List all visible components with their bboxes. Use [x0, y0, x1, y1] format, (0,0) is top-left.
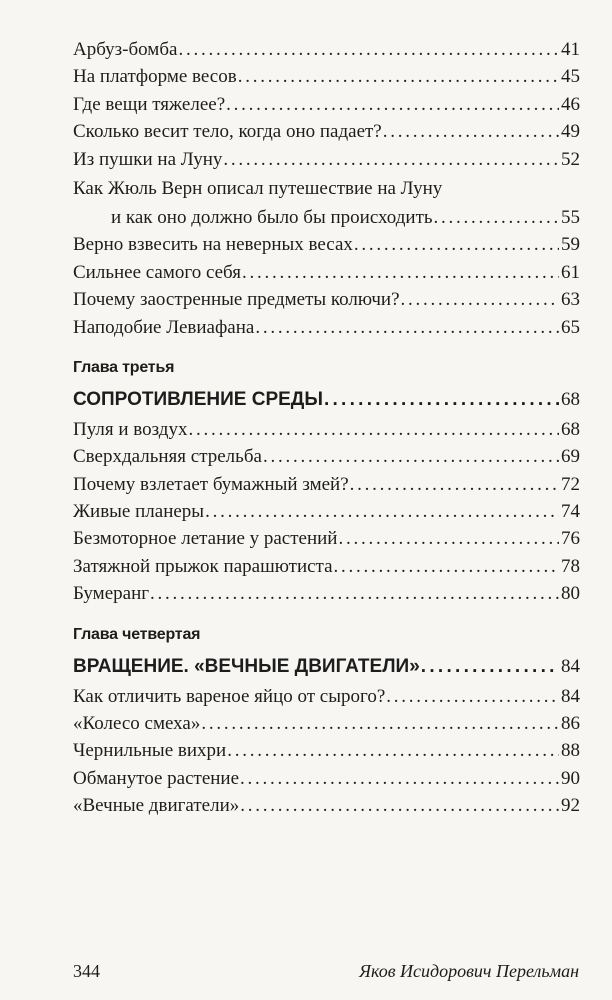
toc-entry-page: 65 — [561, 316, 580, 338]
toc-entry — [73, 737, 580, 764]
toc-entry — [73, 471, 580, 498]
toc-entry-page: 55 — [561, 206, 580, 228]
toc-entry-title: «Вечные двигатели» — [73, 795, 240, 817]
dot-leader — [240, 765, 559, 792]
toc-entry-title: Бумеранг — [73, 583, 150, 605]
toc-entry-title: Где вещи тяжелее? — [73, 93, 226, 115]
section-heading — [73, 650, 580, 683]
toc-entry — [73, 63, 580, 90]
toc-entry-page: 49 — [561, 121, 580, 143]
toc-entry-title: Наподобие Левиафана — [73, 316, 255, 338]
toc-entry-title: Из пушки на Луну — [73, 148, 223, 170]
toc-entry — [73, 553, 580, 580]
toc-entry — [73, 498, 580, 525]
dot-leader — [334, 553, 559, 580]
dot-leader — [263, 443, 559, 470]
toc-entry — [73, 286, 580, 313]
toc-entry-page: 69 — [561, 446, 580, 468]
toc-entry — [73, 525, 580, 552]
section-heading — [73, 383, 580, 416]
toc-entry-title: Сколько весит тело, когда оно падает? — [73, 121, 382, 143]
toc-entry — [73, 231, 580, 258]
toc-entry-page: 72 — [561, 473, 580, 495]
toc-entry-first-line — [73, 173, 580, 204]
toc-entry-page: 80 — [561, 583, 580, 605]
toc-entry-page: 45 — [561, 66, 580, 88]
running-author: Яков Исидорович Перельман — [359, 961, 579, 981]
chapter-label: Глава третья — [73, 358, 175, 376]
toc-entry-title: Живые планеры — [73, 501, 205, 523]
toc-entry — [73, 204, 580, 231]
toc-entry-title: Затяжной прыжок парашютиста — [73, 555, 333, 577]
dot-leader — [205, 498, 559, 525]
toc-entry-page: 90 — [561, 767, 580, 789]
dot-leader — [226, 91, 559, 118]
toc-entry-page: 84 — [561, 685, 580, 707]
chapter-label: Глава четвертая — [73, 625, 201, 643]
section-title: ВРАЩЕНИЕ. «ВЕЧНЫЕ ДВИГАТЕЛИ» — [73, 655, 420, 677]
toc-entry-title: Как отличить вареное яйцо от сырого? — [73, 685, 386, 707]
toc-entry-page: 88 — [561, 740, 580, 762]
toc-entry — [73, 580, 580, 607]
page-footer — [73, 961, 579, 982]
dot-leader — [150, 580, 559, 607]
section-page: 84 — [561, 655, 580, 677]
dot-leader — [354, 231, 559, 258]
section-page: 68 — [561, 388, 580, 410]
toc-entry — [73, 710, 580, 737]
dot-leader — [201, 710, 559, 737]
section-title: СОПРОТИВЛЕНИЕ СРЕДЫ — [73, 388, 323, 410]
dot-leader — [383, 118, 559, 145]
toc-entry-title: Чернильные вихри — [73, 740, 227, 762]
dot-leader — [386, 683, 559, 710]
toc-entry — [73, 792, 580, 819]
toc-entry — [73, 683, 580, 710]
toc-entry-page: 41 — [561, 39, 580, 60]
toc-entry-page: 86 — [561, 713, 580, 735]
toc-entry-title: Почему взлетает бумажный змей? — [73, 473, 349, 495]
toc-entry — [73, 314, 580, 341]
toc-entry — [73, 91, 580, 118]
toc-entry-title: Безмоторное летание у растений — [73, 528, 338, 550]
toc-entry-title: Арбуз-бомба — [73, 39, 178, 60]
toc-entry — [73, 765, 580, 792]
toc-entry-title: Пуля и воздух — [73, 418, 188, 440]
toc-entry — [73, 259, 580, 286]
toc-entry — [73, 118, 580, 145]
toc-entry-title: Как Жюль Верн описал путешествие на Луну — [73, 177, 443, 199]
dot-leader — [350, 471, 559, 498]
toc-entry-page: 59 — [561, 234, 580, 256]
toc-entry-title: Почему заостренные предметы колючи? — [73, 289, 400, 311]
dot-leader — [434, 204, 559, 231]
dot-leader — [324, 383, 559, 416]
dot-leader — [188, 416, 559, 443]
dot-leader — [401, 286, 559, 313]
toc-entry-page: 92 — [561, 795, 580, 817]
toc-entry-page: 74 — [561, 501, 580, 523]
toc-entry — [73, 416, 580, 443]
dot-leader — [242, 259, 559, 286]
dot-leader — [178, 36, 559, 63]
toc-entry-page: 78 — [561, 555, 580, 577]
toc-entry-page: 76 — [561, 528, 580, 550]
toc-entry-title: Сильнее самого себя — [73, 261, 241, 283]
toc-entry-title: Сверхдальняя стрельба — [73, 446, 262, 468]
dot-leader — [223, 146, 559, 173]
page-number: 344 — [73, 961, 100, 981]
dot-leader — [240, 792, 559, 819]
toc-entry-page: 52 — [561, 148, 580, 170]
dot-leader — [338, 525, 559, 552]
toc-entry-title: Верно взвесить на неверных весах — [73, 234, 353, 256]
toc-entry-page: 63 — [561, 289, 580, 311]
dot-leader — [255, 314, 559, 341]
toc-entry-page: 68 — [561, 418, 580, 440]
toc-entry-title: Обманутое растение — [73, 767, 240, 789]
toc-entry — [73, 146, 580, 173]
toc-entry-page: 61 — [561, 261, 580, 283]
dot-leader — [421, 650, 559, 683]
toc-entry-page: 46 — [561, 93, 580, 115]
toc-entry-title: «Колесо смеха» — [73, 713, 201, 735]
toc-entry — [73, 36, 580, 63]
toc-entry-title: На платформе весов — [73, 66, 237, 88]
dot-leader — [238, 63, 559, 90]
toc-entry — [73, 443, 580, 470]
dot-leader — [227, 737, 559, 764]
table-of-contents — [73, 36, 580, 820]
toc-entry-title-continued: и как оно должно было бы происходить — [111, 206, 433, 228]
